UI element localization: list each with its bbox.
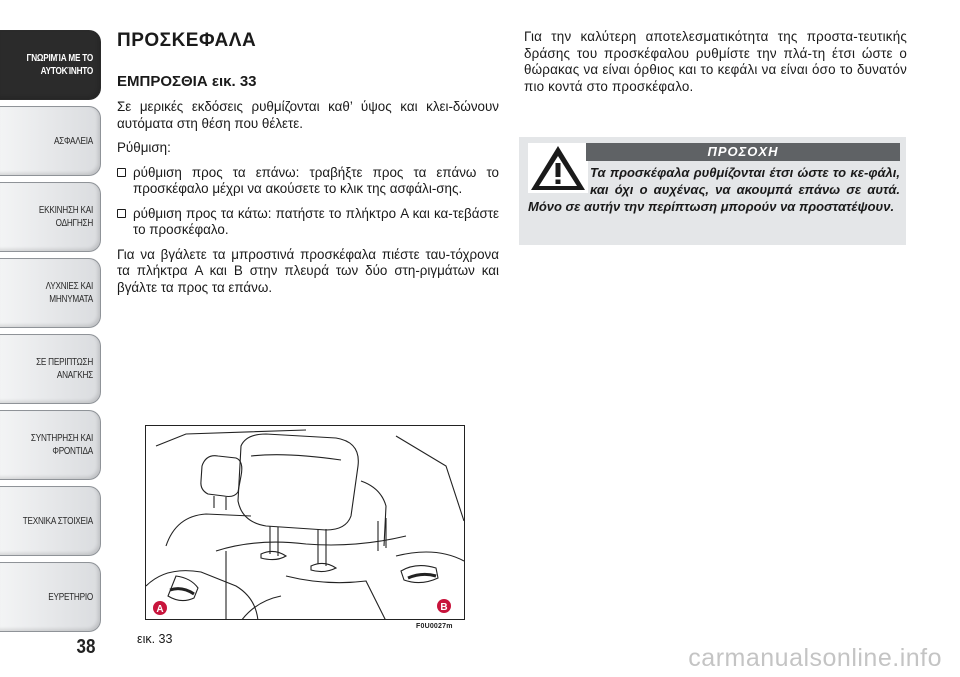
headrest-drawing: [146, 426, 465, 620]
right-column-text: Για την καλύτερη αποτελεσματικότητα της προστα-τευτικής δράσης του προσκέφαλου ρυθμίστε την πλά-τη έτσι ώστε ο θώρακας να είναι όρθιος και το κεφάλι να είναι όσο το δυνατόν πιο κοντά στο προσκέφαλο.: [524, 29, 907, 94]
checkbox-bullet-icon: [117, 168, 126, 177]
bullet-text: ρύθμιση προς τα επάνω: τραβήξτε προς τα επάνω το προσκέφαλο μέχρι να ακούσετε το κλικ της ασφάλι-σης.: [133, 164, 499, 196]
tab-index[interactable]: [0, 562, 101, 632]
tab-label: ΕΚΚΙΝΗΣΗ ΚΑΙ ΟΔΗΓΗΣΗ: [38, 205, 93, 229]
left-column: [117, 99, 499, 304]
figure-caption: εικ. 33: [137, 632, 173, 646]
warning-text: Τα προσκέφαλα ρυθμίζονται έτσι ώστε το κε-φάλι, και όχι ο αυχένας, να ακουμπά επάνω σε αυτά. Μόνο σε αυτήν την περίπτωση μπορούν να προστατέψουν.: [528, 165, 900, 214]
tab-emergency[interactable]: [0, 334, 101, 404]
tab-label: ΓΝΩΡΙΜΊΑ ΜΕ ΤΟ ΑΥΤΟΚΊΝΗΤΟ: [26, 53, 93, 77]
tab-label: ΤΕΧΝΙΚΑ ΣΤΟΙΧΕΙΑ: [22, 515, 93, 527]
headrest-illustration: [145, 425, 465, 620]
tab-maintenance[interactable]: [0, 410, 101, 480]
tab-label: ΕΥΡΕΤΗΡΙΟ: [48, 591, 93, 603]
tab-starting-driving[interactable]: [0, 182, 101, 252]
tab-label: ΣΥΝΤΗΡΗΣΗ ΚΑΙ ΦΡΟΝΤΙΔΑ: [30, 433, 93, 457]
tab-label: ΛΥΧΝΙΕΣ ΚΑΙ ΜΗΝΥΜΑΤΑ: [45, 281, 93, 305]
figure-code: F0U0027m: [416, 623, 453, 630]
warning-box: [519, 137, 906, 245]
watermark: carmanualsonline.info: [688, 644, 942, 672]
subsection-title: ΕΜΠΡΟΣΘΙΑ εικ. 33: [117, 73, 257, 90]
tab-label: ΣΕ ΠΕΡΙΠΤΩΣΗ ΑΝΑΓΚΗΣ: [36, 357, 93, 381]
checkbox-bullet-icon: [117, 209, 126, 218]
page-number: 38: [76, 636, 96, 658]
label-b: B: [440, 602, 448, 613]
removal-paragraph: Για να βγάλετε τα μπροστινά προσκέφαλα πιέστε ταυ-τόχρονα τα πλήκτρα A και B στην πλευρά των δύο στη-ριγμάτων και βγάλτε τα προς τα επάνω.: [117, 246, 499, 295]
tab-safety[interactable]: [0, 106, 101, 176]
bullet-item: [117, 165, 499, 198]
warning-title: ΠΡΟΣΟΧΗ: [586, 143, 900, 161]
tab-getting-to-know-car[interactable]: [0, 30, 101, 100]
intro-paragraph: Σε μερικές εκδόσεις ρυθμίζονται καθ’ ύψος και κλει-δώνουν αυτόματα στη θέση που θέλετε.: [117, 99, 499, 131]
label-a: A: [156, 604, 164, 615]
tab-technical-data[interactable]: [0, 486, 101, 556]
bullet-text: ρύθμιση προς τα κάτω: πατήστε το πλήκτρο A και κα-τεβάστε το προσκέφαλο.: [133, 205, 499, 237]
bullet-item: [117, 206, 499, 239]
tab-label: ΑΣΦΑΛΕΙΑ: [53, 135, 93, 147]
section-title: ΠΡΟΣΚΕΦΑΛΑ: [117, 30, 257, 51]
adjust-label: Ρύθμιση:: [117, 140, 171, 155]
tab-warning-lights[interactable]: [0, 258, 101, 328]
